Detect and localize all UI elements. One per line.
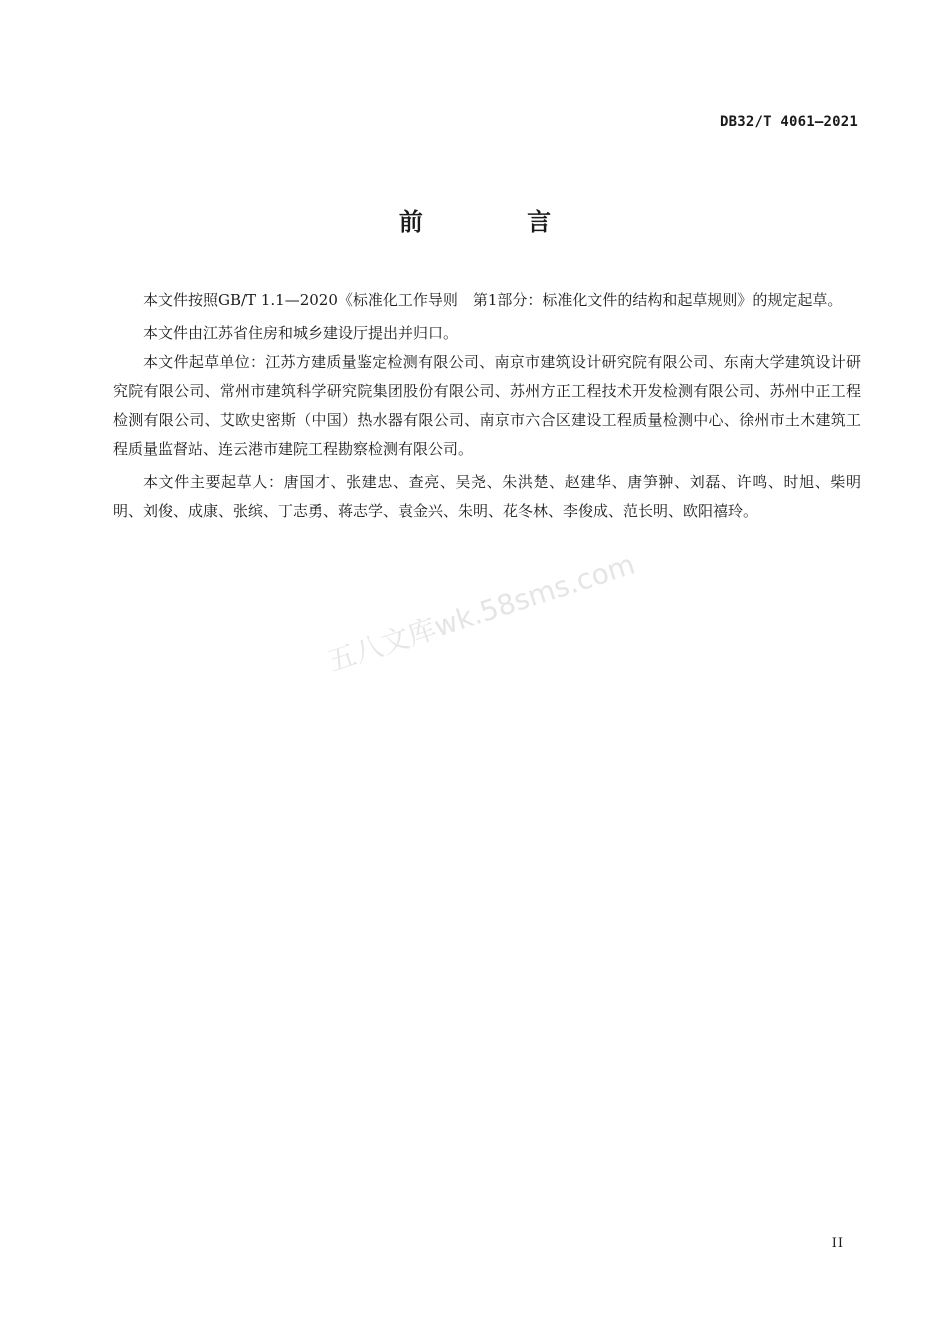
page-number: II <box>831 1236 844 1251</box>
paragraph-proposer: 本文件由江苏省住房和城乡建设厅提出并归口。 <box>143 324 459 342</box>
paragraph-drafters: 本文件主要起草人：唐国才、张建忠、查亮、吴尧、朱洪楚、赵建华、唐笋翀、刘磊、许鸣、时旭、柴明明、刘俊、成康、张缤、丁志勇、蒋志学、袁金兴、朱明、花冬林、李俊成、范长明、欧阳禧玲。 <box>113 473 861 520</box>
document-code: DB32/T 4061—2021 <box>719 114 858 130</box>
paragraph-drafting-units: 本文件起草单位：江苏方建质量鉴定检测有限公司、南京市建筑设计研究院有限公司、东南大学建筑设计研究院有限公司、常州市建筑科学研究院集团股份有限公司、苏州方正工程技术开发检测有限公司、苏州中正工程检测有限公司、艾欧史密斯（中国）热水器有限公司、南京市六合区建设工程质量检测中心、徐州市土木建筑工程质量监督站、连云港市建院工程勘察检测有限公司。 <box>113 353 861 458</box>
watermark: 五八文库wk.58sms.com <box>323 547 639 679</box>
preface-body <box>113 286 861 530</box>
paragraph-drafting-rules: 本文件按照GB/T 1.1—2020《标准化工作导则 第1部分：标准化文件的结构和起草规则》的规定起草。 <box>143 291 843 309</box>
page-title: 前 言 <box>398 208 600 236</box>
